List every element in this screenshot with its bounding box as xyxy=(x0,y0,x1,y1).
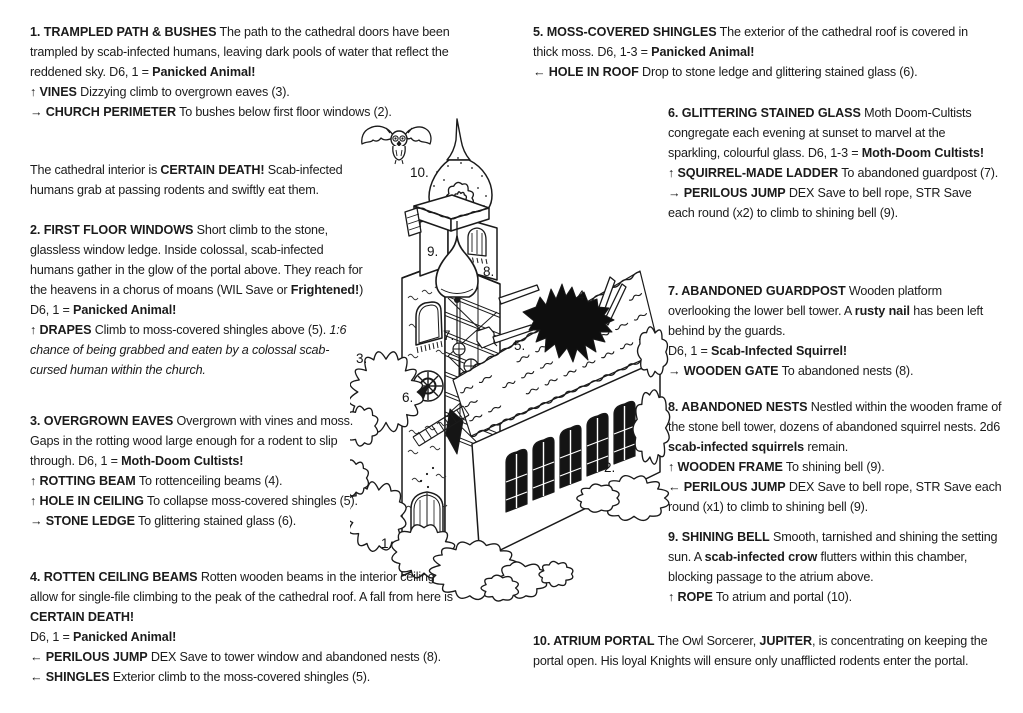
text-line: 5. MOSS-COVERED SHINGLES The exterior of the cathedral roof is covered in thick moss. D6, 1-3 = Panicked Animal! xyxy=(533,25,968,59)
text-line: ↑ DRAPES Climb to moss-covered shingles above (5). 1:6 chance of being grabbed and eaten by a colossal scab-cursed human within the church. xyxy=(30,323,347,377)
text-line: ↑ ROPE To atrium and portal (10). xyxy=(668,590,852,604)
map-label-8: 8. xyxy=(483,264,495,279)
location-entry-7 xyxy=(668,281,1000,381)
map-label-9: 9. xyxy=(427,244,439,259)
interior-warning-note xyxy=(30,160,370,200)
location-entry-8 xyxy=(668,397,1018,517)
jump-plank xyxy=(499,285,539,304)
map-label-7: 7. xyxy=(443,328,455,343)
text-line: → STONE LEDGE To glittering stained glass (6). xyxy=(30,514,297,528)
location-entry-5 xyxy=(533,22,995,82)
text-line: D6, 1 = Scab-Infected Squirrel! xyxy=(668,344,848,358)
text-line: 6. GLITTERING STAINED GLASS Moth Doom-Cultists congregate each evening at sunset to marvel at the sparkling, colourful glass. D6, 1-3 = Moth-Doom Cultists! xyxy=(668,106,985,160)
location-entry-10 xyxy=(533,631,995,671)
text-line: ← PERILOUS JUMP DEX Save to bell rope, STR Save each round (x1) to climb to shining bell (9). xyxy=(668,480,1002,514)
location-entry-1 xyxy=(30,22,474,122)
location-entry-9 xyxy=(668,527,1012,607)
text-line: → PERILOUS JUMP DEX Save to bell rope, STR Save each round (x2) to climb to shining bell (9). xyxy=(668,186,972,220)
map-label-2: 2. xyxy=(604,460,616,475)
text-line: → CHURCH PERIMETER To bushes below first floor windows (2). xyxy=(30,105,392,119)
text-line: ← PERILOUS JUMP DEX Save to tower window and abandoned nests (8). xyxy=(30,650,441,664)
location-entry-2 xyxy=(30,220,368,380)
text-line: 9. SHINING BELL Smooth, tarnished and shining the setting sun. A scab-infected crow flutters within this chamber, blocking passage to the atrium above. xyxy=(668,530,998,584)
cathedral-illustration xyxy=(350,106,672,608)
map-label-3: 3. xyxy=(356,351,368,366)
text-line: → WOODEN GATE To abandoned nests (8). xyxy=(668,364,914,378)
text-line: D6, 1 = Panicked Animal! xyxy=(30,303,177,317)
text-line: 4. ROTTEN CEILING BEAMS Rotten wooden beams in the interior ceiling allow for single-file climbing to the peak of the cathedral roof. A fall from here is CERTAIN DEATH! xyxy=(30,570,453,624)
text-line: The cathedral interior is CERTAIN DEATH! Scab-infected humans grab at passing rodents and swiftly eat them. xyxy=(30,163,343,197)
text-line: ↑ HOLE IN CEILING To collapse moss-covered shingles (5). xyxy=(30,494,358,508)
map-label-4: 4. xyxy=(577,288,589,303)
text-line: ↑ VINES Dizzying climb to overgrown eaves (3). xyxy=(30,85,290,99)
text-line: ← HOLE IN ROOF Drop to stone ledge and glittering stained glass (6). xyxy=(533,65,918,79)
map-label-5: 5. xyxy=(514,338,526,353)
text-line: D6, 1 = Panicked Animal! xyxy=(30,630,177,644)
text-line: 7. ABANDONED GUARDPOST Wooden platform overlooking the lower bell tower. A rusty nail has been left behind by the guards. xyxy=(668,284,984,338)
text-line: ↑ ROTTING BEAM To rottenceiling beams (4). xyxy=(30,474,283,488)
location-entry-4 xyxy=(30,567,460,687)
text-line: 1. TRAMPLED PATH & BUSHES The path to the cathedral doors have been trampled by scab-infected humans, leaving dark pools of water that reflect the reddened sky. D6, 1 = Panicked Animal! xyxy=(30,25,450,79)
map-label-1: 1. xyxy=(381,536,393,551)
bell-clapper xyxy=(454,297,460,303)
bush xyxy=(539,561,573,586)
text-line: ↑ SQUIRREL-MADE LADDER To abandoned guardpost (7). xyxy=(668,166,999,180)
map-label-6: 6. xyxy=(402,390,414,405)
spire xyxy=(447,119,470,160)
text-line: 10. ATRIUM PORTAL The Owl Sorcerer, JUPITER, is concentrating on keeping the portal open. His loyal Knights will ensure only unafflicted rodents enter the portal. xyxy=(533,634,988,668)
map-label-10: 10. xyxy=(410,165,429,180)
text-line: ↑ WOODEN FRAME To shining bell (9). xyxy=(668,460,885,474)
text-line: 3. OVERGROWN EAVES Overgrown with vines and moss. Gaps in the rotting wood large enough for a rodent to slip through. D6, 1 = Moth-Doom Cultists! xyxy=(30,414,354,468)
location-entry-6 xyxy=(668,103,1000,223)
owl-sorcerer xyxy=(362,126,431,164)
text-line: ← SHINGLES Exterior climb to the moss-covered shingles (5). xyxy=(30,670,371,684)
text-line: 2. FIRST FLOOR WINDOWS Short climb to the stone, glassless window ledge. Inside colossal, scab-infected humans gather in the glow of the portal above. They reach for the heavens in a chorus of moans (WIL Save or Frightened!) xyxy=(30,223,364,297)
bush xyxy=(638,327,668,377)
location-entry-3 xyxy=(30,411,360,531)
text-line: 8. ABANDONED NESTS Nestled within the wooden frame of the stone bell tower, dozens of abandoned squirrel nests. 2d6 scab-infected squirrels remain. xyxy=(668,400,1002,454)
